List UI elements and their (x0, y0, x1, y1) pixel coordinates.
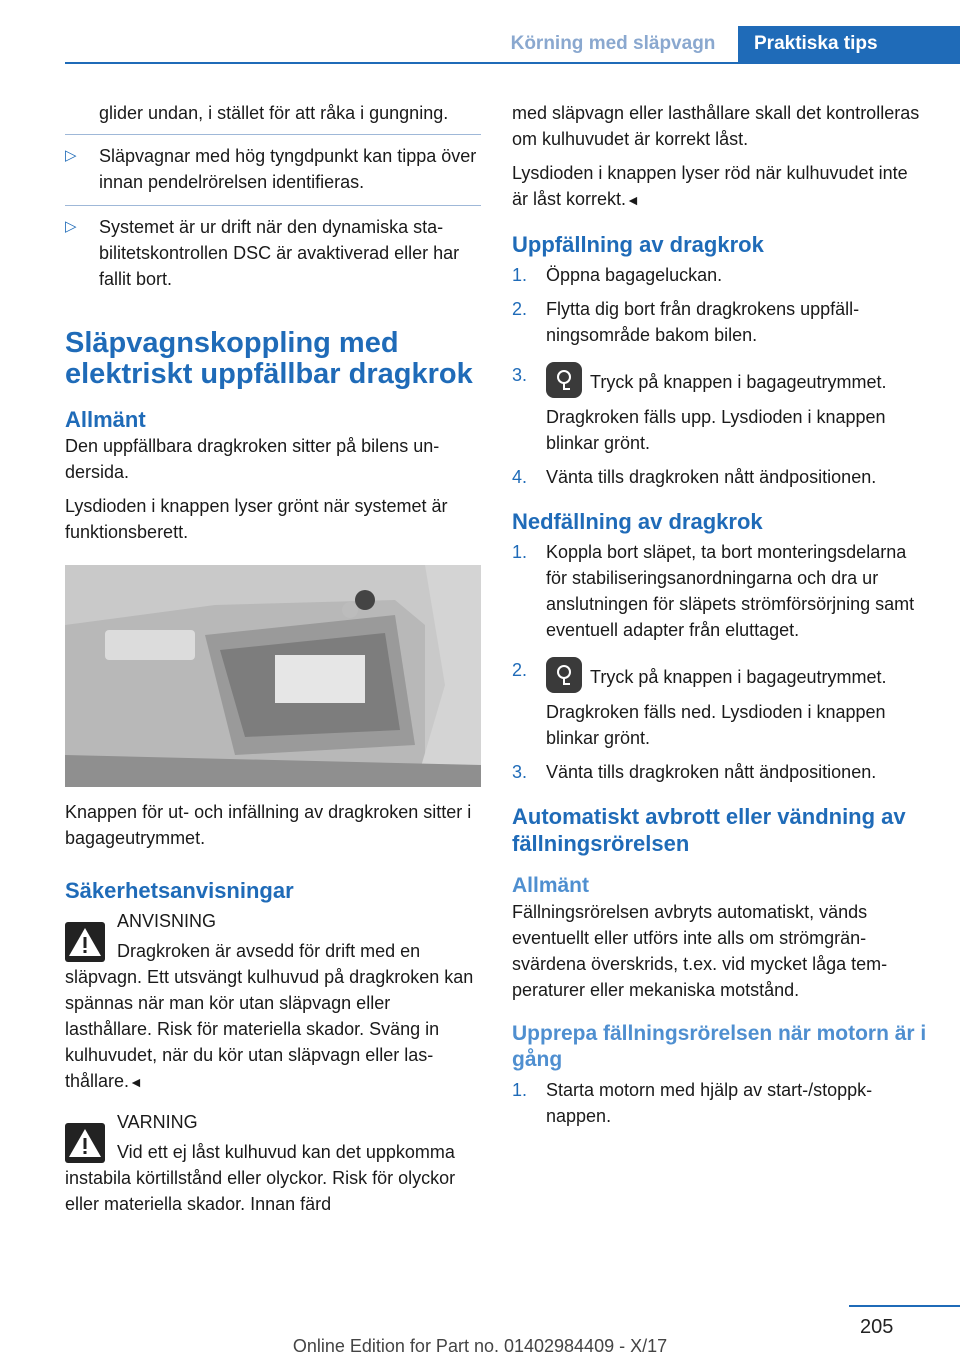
paragraph-with-end-mark (512, 160, 928, 213)
bullet-triangle-icon: ▷ (65, 147, 77, 164)
end-mark-icon: ◄ (129, 1074, 143, 1090)
step-number: 3. (512, 365, 528, 385)
notice-body (65, 938, 481, 1095)
subsubsection-heading: Upprepa fällningsrörelsen när motorn är i gång (512, 1022, 927, 1071)
step-number: 1. (512, 265, 528, 285)
chapter-title: Körning med släpvagn (510, 33, 716, 54)
left-column (65, 100, 481, 1227)
bullet-triangle-icon: ▷ (65, 218, 77, 235)
paragraph: Fällningsrörelsen avbryts automatiskt, vänds eventuellt eller utförs inte alls om strömgränsvärdena överskrids, t.ex. vid mycket låga temperaturer eller mekaniska motstånd. (512, 902, 888, 1000)
warning-triangle-icon (65, 1123, 105, 1163)
step-number: 4. (512, 467, 528, 487)
notice-block (65, 908, 481, 1095)
right-column (512, 100, 928, 1137)
step-number: 1. (512, 542, 528, 562)
bullet-text: Systemet är ur drift när den dynamiska stabilitetskontrollen DSC är avaktiverad eller har fallit bort. (99, 217, 460, 289)
trunk-photo (65, 565, 481, 787)
section-tab: Praktiska tips (738, 26, 960, 64)
step-number: 1. (512, 1080, 528, 1100)
separator (65, 205, 481, 206)
paragraph-text: Lysdioden i knappen lyser röd när kulhuvudet inte är låst korrekt. (512, 163, 908, 209)
paragraph: Lysdioden i knappen lyser grönt när systemet är funktionsberett. (65, 496, 448, 542)
list-item (512, 539, 928, 643)
separator (65, 134, 481, 135)
page-number: 205 (860, 1316, 894, 1338)
subsection-heading: Automatiskt avbrott eller vändning av fällningsrörelsen (512, 804, 906, 856)
list-item (65, 143, 481, 195)
step-text: Starta motorn med hjälp av start-/stoppknappen. (546, 1080, 873, 1126)
section-heading: Släpvagnskoppling med elektriskt uppfällbar dragkrok (65, 327, 473, 390)
list-item (512, 1077, 928, 1129)
subsection-heading: Säkerhetsanvisningar (65, 878, 294, 903)
step-number: 2. (512, 660, 528, 680)
step-number: 2. (512, 299, 528, 319)
warning-block (65, 1109, 481, 1217)
continued-paragraph: glider undan, i stället för att råka i gungning. (99, 103, 449, 123)
continued-paragraph: med släpvagn eller lasthållare skall det kontrolleras om kulhuvudet är korrekt låst. (512, 103, 920, 149)
notice-text: Dragkroken är avsedd för drift med en släpvagn. Ett utsvängt kulhuvud på dragkroken kan spännas när man kör utan släpvagn eller lasthållare. Risk för materiella skador. Sväng in kulhuvudet, när du kör utan släpvagn eller lasthållare. (65, 941, 474, 1091)
notice-title: ANVISNING (117, 911, 217, 931)
page-number-rule (849, 1305, 960, 1307)
list-item (512, 262, 928, 288)
step-text: Tryck på knappen i bagageutrymmet. (590, 372, 887, 392)
step-number: 3. (512, 762, 528, 782)
warning-triangle-icon (65, 922, 105, 962)
step-text: Koppla bort släpet, ta bort monteringsdelarna för stabiliseringsanordningarna och dra ur anslutningen för släpets strömförsörjning samt eventuell adapter från eluttaget. (546, 542, 915, 640)
list-item (512, 657, 928, 751)
warning-text: Vid ett ej låst kulhuvud kan det uppkomma instabila körtillstånd eller olyckor. Risk för olyckor eller materiella skador. Innan färd (65, 1142, 456, 1214)
step-text: Öppna bagageluckan. (546, 265, 723, 285)
step-text: Tryck på knappen i bagageutrymmet. (590, 667, 887, 687)
subsubsection-heading: Allmänt (512, 874, 590, 897)
subsection-heading: Uppfällning av dragkrok (512, 232, 764, 257)
tow-hitch-button-icon (546, 657, 582, 693)
footer-edition: Online Edition for Part no. 01402984409 - X/17 (292, 1336, 668, 1356)
step-text: Flytta dig bort från dragkrokens uppfällningsområde bakom bilen. (546, 299, 860, 345)
subsection-heading: Nedfällning av dragkrok (512, 509, 763, 534)
list-item (512, 362, 928, 456)
warning-title: VARNING (117, 1112, 198, 1132)
end-mark-icon: ◄ (626, 192, 640, 208)
step-text: Vänta tills dragkroken nått ändpositionen. (546, 467, 877, 487)
step-result: Dragkroken fälls ned. Lysdioden i knappen blinkar grönt. (546, 702, 886, 748)
step-text: Vänta tills dragkroken nått ändpositionen. (546, 762, 877, 782)
step-result: Dragkroken fälls upp. Lysdioden i knappen blinkar grönt. (546, 407, 886, 453)
header-rule (65, 62, 960, 64)
bullet-text: Släpvagnar med hög tyngdpunkt kan tippa över innan pendelrörelsen identifieras. (99, 146, 477, 192)
paragraph: Den uppfällbara dragkroken sitter på bilens undersida. (65, 436, 440, 482)
list-item (512, 296, 928, 348)
figure-caption: Knappen för ut- och infällning av dragkroken sitter i bagageutrymmet. (65, 802, 472, 848)
list-item (65, 214, 481, 292)
subsection-heading: Allmänt (65, 407, 146, 432)
list-item (512, 464, 928, 490)
list-item (512, 759, 928, 785)
tow-hitch-button-icon (546, 362, 582, 398)
